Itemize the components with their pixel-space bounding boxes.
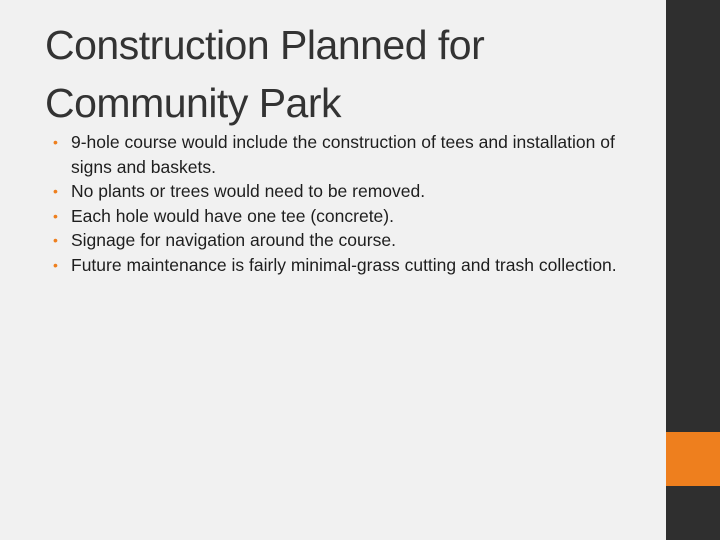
bullet-item: [52, 253, 642, 278]
bullet-text: Future maintenance is fairly minimal-grass cutting and trash collection.: [71, 254, 617, 275]
bullet-item: [52, 204, 642, 229]
decorative-accent-block: [666, 432, 720, 486]
bullet-item: [52, 179, 642, 204]
bullet-item: [52, 228, 642, 253]
bullet-text: Each hole would have one tee (concrete).: [71, 205, 394, 226]
bullet-dot-icon: •: [53, 183, 58, 199]
bullet-text: 9-hole course would include the construction of tees and installation of signs and baskets.: [71, 132, 615, 177]
bullet-dot-icon: •: [53, 232, 58, 248]
bullet-dot-icon: •: [53, 256, 58, 273]
slide-title-line-1: Construction Planned for: [45, 22, 485, 68]
bullet-list: [52, 130, 642, 277]
bullet-text: No plants or trees would need to be removed.: [71, 181, 426, 201]
bullet-text: Signage for navigation around the course.: [71, 230, 396, 250]
bullet-dot-icon: •: [53, 134, 58, 150]
bullet-dot-icon: •: [53, 207, 58, 224]
bullet-item: [52, 130, 642, 179]
slide-title: [45, 16, 645, 132]
slide-title-line-2: Community Park: [45, 80, 342, 126]
